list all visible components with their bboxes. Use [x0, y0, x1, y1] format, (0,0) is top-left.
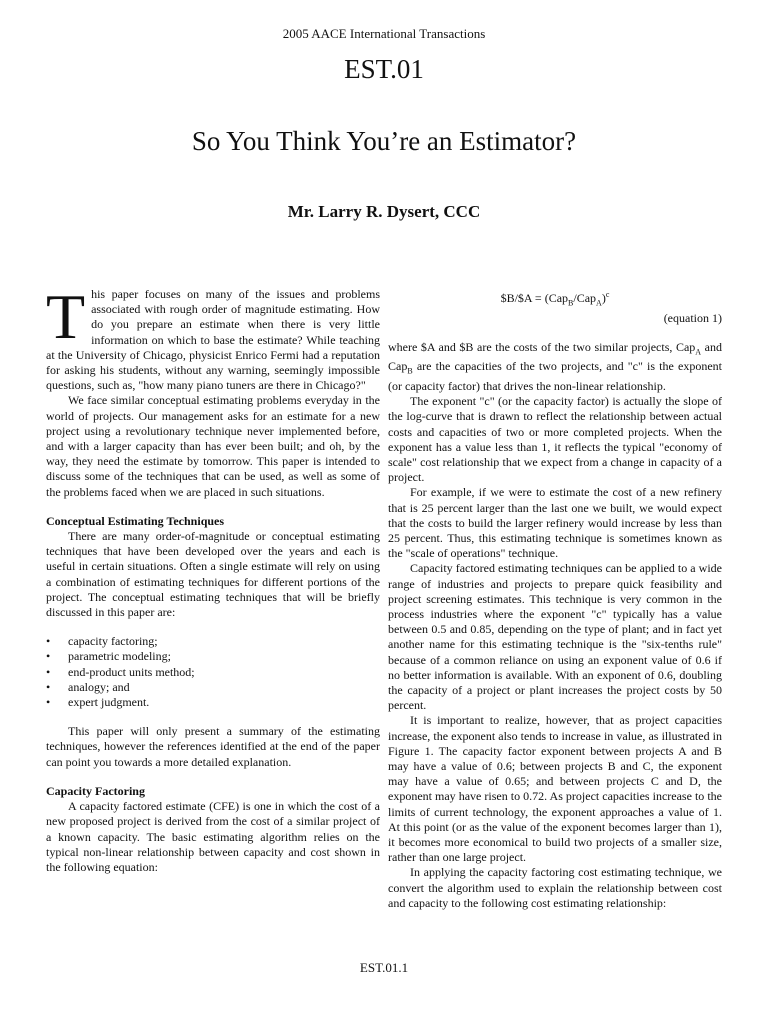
equation-label: (equation 1)	[663, 310, 722, 325]
equation: $B/$A = $(Cap_B/Cap_A)^c$	[500, 290, 610, 308]
intro-text: his paper focuses on many of the issues and problems associated with rough order of magnitude estimating. How do you prepare an estimate when there is very little information on which to base the estimate? While teaching at the University of Chicago, physicist Enrico Fermi had a reputation for asking his students, without any warning, seemingly impossible questions, such as, "how many piano tuners are there in Chicago?"	[46, 287, 380, 393]
technique-list	[46, 634, 380, 710]
page-number: EST.01.1	[359, 960, 409, 975]
intro-paragraph	[46, 281, 380, 393]
paragraph: The exponent "c" (or the capacity factor) is actually the slope of the log-curve that is drawn to reflect the relationship between actual costs and capacities of two or more completed projects. When the exponent has a value less than 1, it reflects the typical "economy of scale" cost relationship that we expect from a change in capacity of a project.	[388, 394, 722, 485]
list-item: • end-product units method;	[46, 665, 380, 680]
list-item: • analogy; and	[46, 680, 380, 695]
paragraph: It is important to realize, however, that as project capacities increase, the exponent also tends to increase in value, as illustrated in Figure 1. The capacity factor exponent between projects A and B may have a value of 0.6; between projects B and C, the exponent may have a value of 0.65; and between projects C and D, the exponent may have risen to 0.72. As project capacities increase to the limits of current technology, the exponent approaches a value of 1. At this point (or as the value of the exponent becomes larger than 1), it becomes more economical to build two projects of a smaller size, rather than one large project.	[388, 713, 722, 865]
paragraph: This paper will only present a summary of the estimating techniques, however the references identified at the end of the paper can point you towards a more detailed explanation.	[46, 724, 380, 769]
paragraph: There are many order-of-magnitude or conceptual estimating techniques that have been developed over the years and each is useful in certain situations. Often a single estimate will rely on using a combination of estimating techniques for different portions of the project. The conceptual estimating techniques that will be briefly discussed in this paper are:	[46, 529, 380, 620]
drop-cap: T	[46, 281, 86, 352]
list-item: • expert judgment.	[46, 695, 380, 710]
section-heading: Conceptual Estimating Techniques	[46, 513, 225, 528]
list-item: • capacity factoring;	[46, 634, 380, 649]
paragraph: In applying the capacity factoring cost estimating technique, we convert the algorithm used to explain the relationship between cost and capacity to the following cost estimating relationship:	[388, 865, 722, 910]
paragraph: Capacity factored estimating techniques can be applied to a wide range of industries and projects to prepare quick feasibility and project screening estimates. This technique is very common in the process industries where the exponent "c" typically has a value between 0.5 and 0.85, depending on the type of plant; and in fact yet another name for this estimating technique is the "six-tenths rule" because of a common reliance on using an exponent value of 0.6 if no better information is available. With an exponent of 0.6, doubling the capacity of a project or plant increases the project costs by 50 percent.	[388, 561, 722, 713]
paragraph: We face similar conceptual estimating problems everyday in the world of projects. Our management asks for an estimate for a new project using a revolutionary technique never implemented before, and with a larger capacity than has ever been built; and oh, by the way, they need the estimate by tomorrow. This paper is intended to discuss some of the techniques that can be used, as well as some of the problems faced when we are placed in such situations.	[46, 393, 380, 499]
list-item: • parametric modeling;	[46, 649, 380, 664]
paragraph: A capacity factored estimate (CFE) is one in which the cost of a new proposed project is derived from the cost of a similar project of a known capacity. The basic estimating algorithm relies on the typical non-linear relationship between capacity and cost shown in the following equation:	[46, 799, 380, 874]
paragraph: where $A and $B are the costs of the two similar projects, Cap$_A$ and Cap$_B$ are the capacities of the two projects, and "c" is the exponent (or capacity factor) that drives the non-linear relationship.	[388, 339, 722, 393]
paper-title: So You Think You’re an Estimator?	[191, 126, 577, 156]
paper-code: EST.01	[344, 54, 424, 84]
section-heading: Capacity Factoring	[46, 783, 145, 798]
paragraph: For example, if we were to estimate the cost of a new refinery that is 25 percent larger than the last one we built, we would expect that the costs to build the larger refinery would increase by less than 25 percent. Thus, this estimating technique is sometimes known as the "scale of operations" technique.	[388, 485, 722, 561]
running-header: 2005 AACE International Transactions	[282, 26, 486, 41]
author-line: Mr. Larry R. Dysert, CCC	[287, 202, 481, 221]
left-column	[46, 281, 380, 875]
right-column	[388, 287, 722, 911]
